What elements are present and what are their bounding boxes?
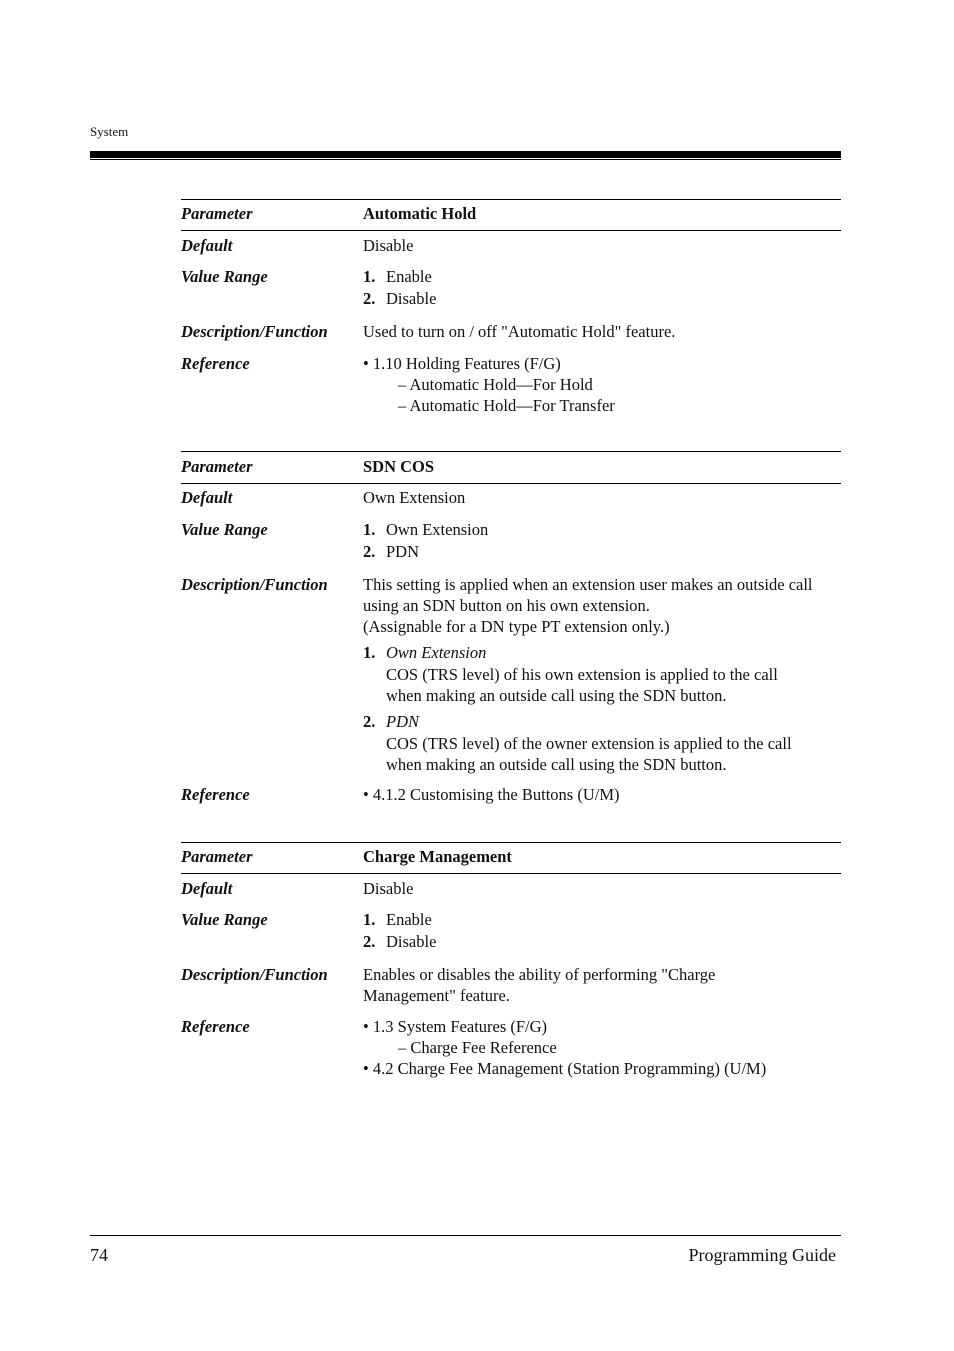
table-top-rule — [181, 842, 841, 843]
range-number: 2. — [363, 932, 376, 951]
option-line: COS (TRS level) of his own extension is applied to the call — [386, 665, 778, 684]
reference-subitem[interactable]: – Automatic Hold—For Transfer — [398, 396, 615, 415]
reference-link[interactable]: • 1.3 System Features (F/G) — [363, 1017, 548, 1036]
value-range-label: Value Range — [181, 520, 268, 539]
description-text — [363, 574, 841, 775]
default-value: Disable — [363, 879, 414, 898]
range-number: 2. — [363, 542, 376, 561]
range-text: Disable — [386, 932, 437, 951]
parameter-label: Parameter — [181, 457, 253, 476]
range-item — [363, 266, 841, 288]
range-item — [363, 931, 841, 953]
range-number: 1. — [363, 910, 376, 929]
table-top-rule — [181, 199, 841, 200]
option-line: when making an outside call using the SDN button. — [386, 686, 727, 705]
option-heading — [363, 642, 841, 664]
reference-label: Reference — [181, 1017, 250, 1036]
parameter-label: Parameter — [181, 204, 253, 223]
default-label: Default — [181, 488, 233, 507]
reference-subitem[interactable]: – Automatic Hold—For Hold — [398, 375, 593, 394]
reference-subitem[interactable]: – Charge Fee Reference — [398, 1038, 557, 1057]
header-section-label: System — [90, 124, 129, 139]
range-item — [363, 909, 841, 931]
description-text — [363, 321, 841, 342]
option-title: Own Extension — [386, 643, 487, 662]
footer-rule — [90, 1235, 841, 1236]
description-line: This setting is applied when an extension user makes an outside call — [363, 575, 813, 594]
page-number: 74 — [90, 1245, 108, 1265]
default-label: Default — [181, 236, 233, 255]
value-range-label: Value Range — [181, 267, 268, 286]
option-number: 2. — [363, 712, 376, 731]
reference-list — [363, 784, 841, 805]
range-item — [363, 519, 841, 541]
table-top-rule — [181, 451, 841, 452]
range-number: 2. — [363, 289, 376, 308]
range-text: PDN — [386, 542, 420, 561]
range-text: Enable — [386, 910, 432, 929]
description-label: Description/Function — [181, 965, 328, 984]
table-header-rule — [181, 873, 841, 874]
value-range-label: Value Range — [181, 910, 268, 929]
parameter-label: Parameter — [181, 847, 253, 866]
header-rule — [90, 151, 841, 158]
description-label: Description/Function — [181, 575, 328, 594]
value-range-list — [363, 519, 841, 563]
reference-list — [363, 353, 841, 416]
description-line: (Assignable for a DN type PT extension only.) — [363, 617, 670, 636]
parameter-name: SDN COS — [363, 457, 435, 476]
reference-link[interactable]: • 1.10 Holding Features (F/G) — [363, 354, 561, 373]
option-line: COS (TRS level) of the owner extension is applied to the call — [386, 734, 792, 753]
option-number: 1. — [363, 643, 376, 662]
description-line: Enables or disables the ability of performing "Charge — [363, 965, 716, 984]
reference-label: Reference — [181, 785, 250, 804]
value-range-list — [363, 266, 841, 310]
description-line: using an SDN button on his own extension. — [363, 596, 650, 615]
description-line: Management" feature. — [363, 986, 510, 1005]
default-value: Own Extension — [363, 488, 466, 507]
range-item — [363, 288, 841, 310]
reference-list — [363, 1016, 841, 1079]
reference-link[interactable]: • 4.1.2 Customising the Buttons (U/M) — [363, 785, 620, 804]
parameter-name: Automatic Hold — [363, 204, 477, 223]
description-line: Used to turn on / off "Automatic Hold" feature. — [363, 322, 676, 341]
description-text — [363, 964, 841, 1006]
range-number: 1. — [363, 267, 376, 286]
parameter-name: Charge Management — [363, 847, 512, 866]
range-item — [363, 541, 841, 563]
footer-title: Programming Guide — [688, 1245, 836, 1265]
table-header-rule — [181, 483, 841, 484]
option-heading — [363, 711, 841, 733]
range-number: 1. — [363, 520, 376, 539]
reference-label: Reference — [181, 354, 250, 373]
range-text: Own Extension — [386, 520, 489, 539]
option-title: PDN — [386, 712, 419, 731]
value-range-list — [363, 909, 841, 953]
default-value: Disable — [363, 236, 414, 255]
option-line: when making an outside call using the SDN button. — [386, 755, 727, 774]
range-text: Disable — [386, 289, 437, 308]
default-label: Default — [181, 879, 233, 898]
description-label: Description/Function — [181, 322, 328, 341]
range-text: Enable — [386, 267, 432, 286]
reference-link[interactable]: • 4.2 Charge Fee Management (Station Programming) (U/M) — [363, 1059, 767, 1078]
table-header-rule — [181, 230, 841, 231]
